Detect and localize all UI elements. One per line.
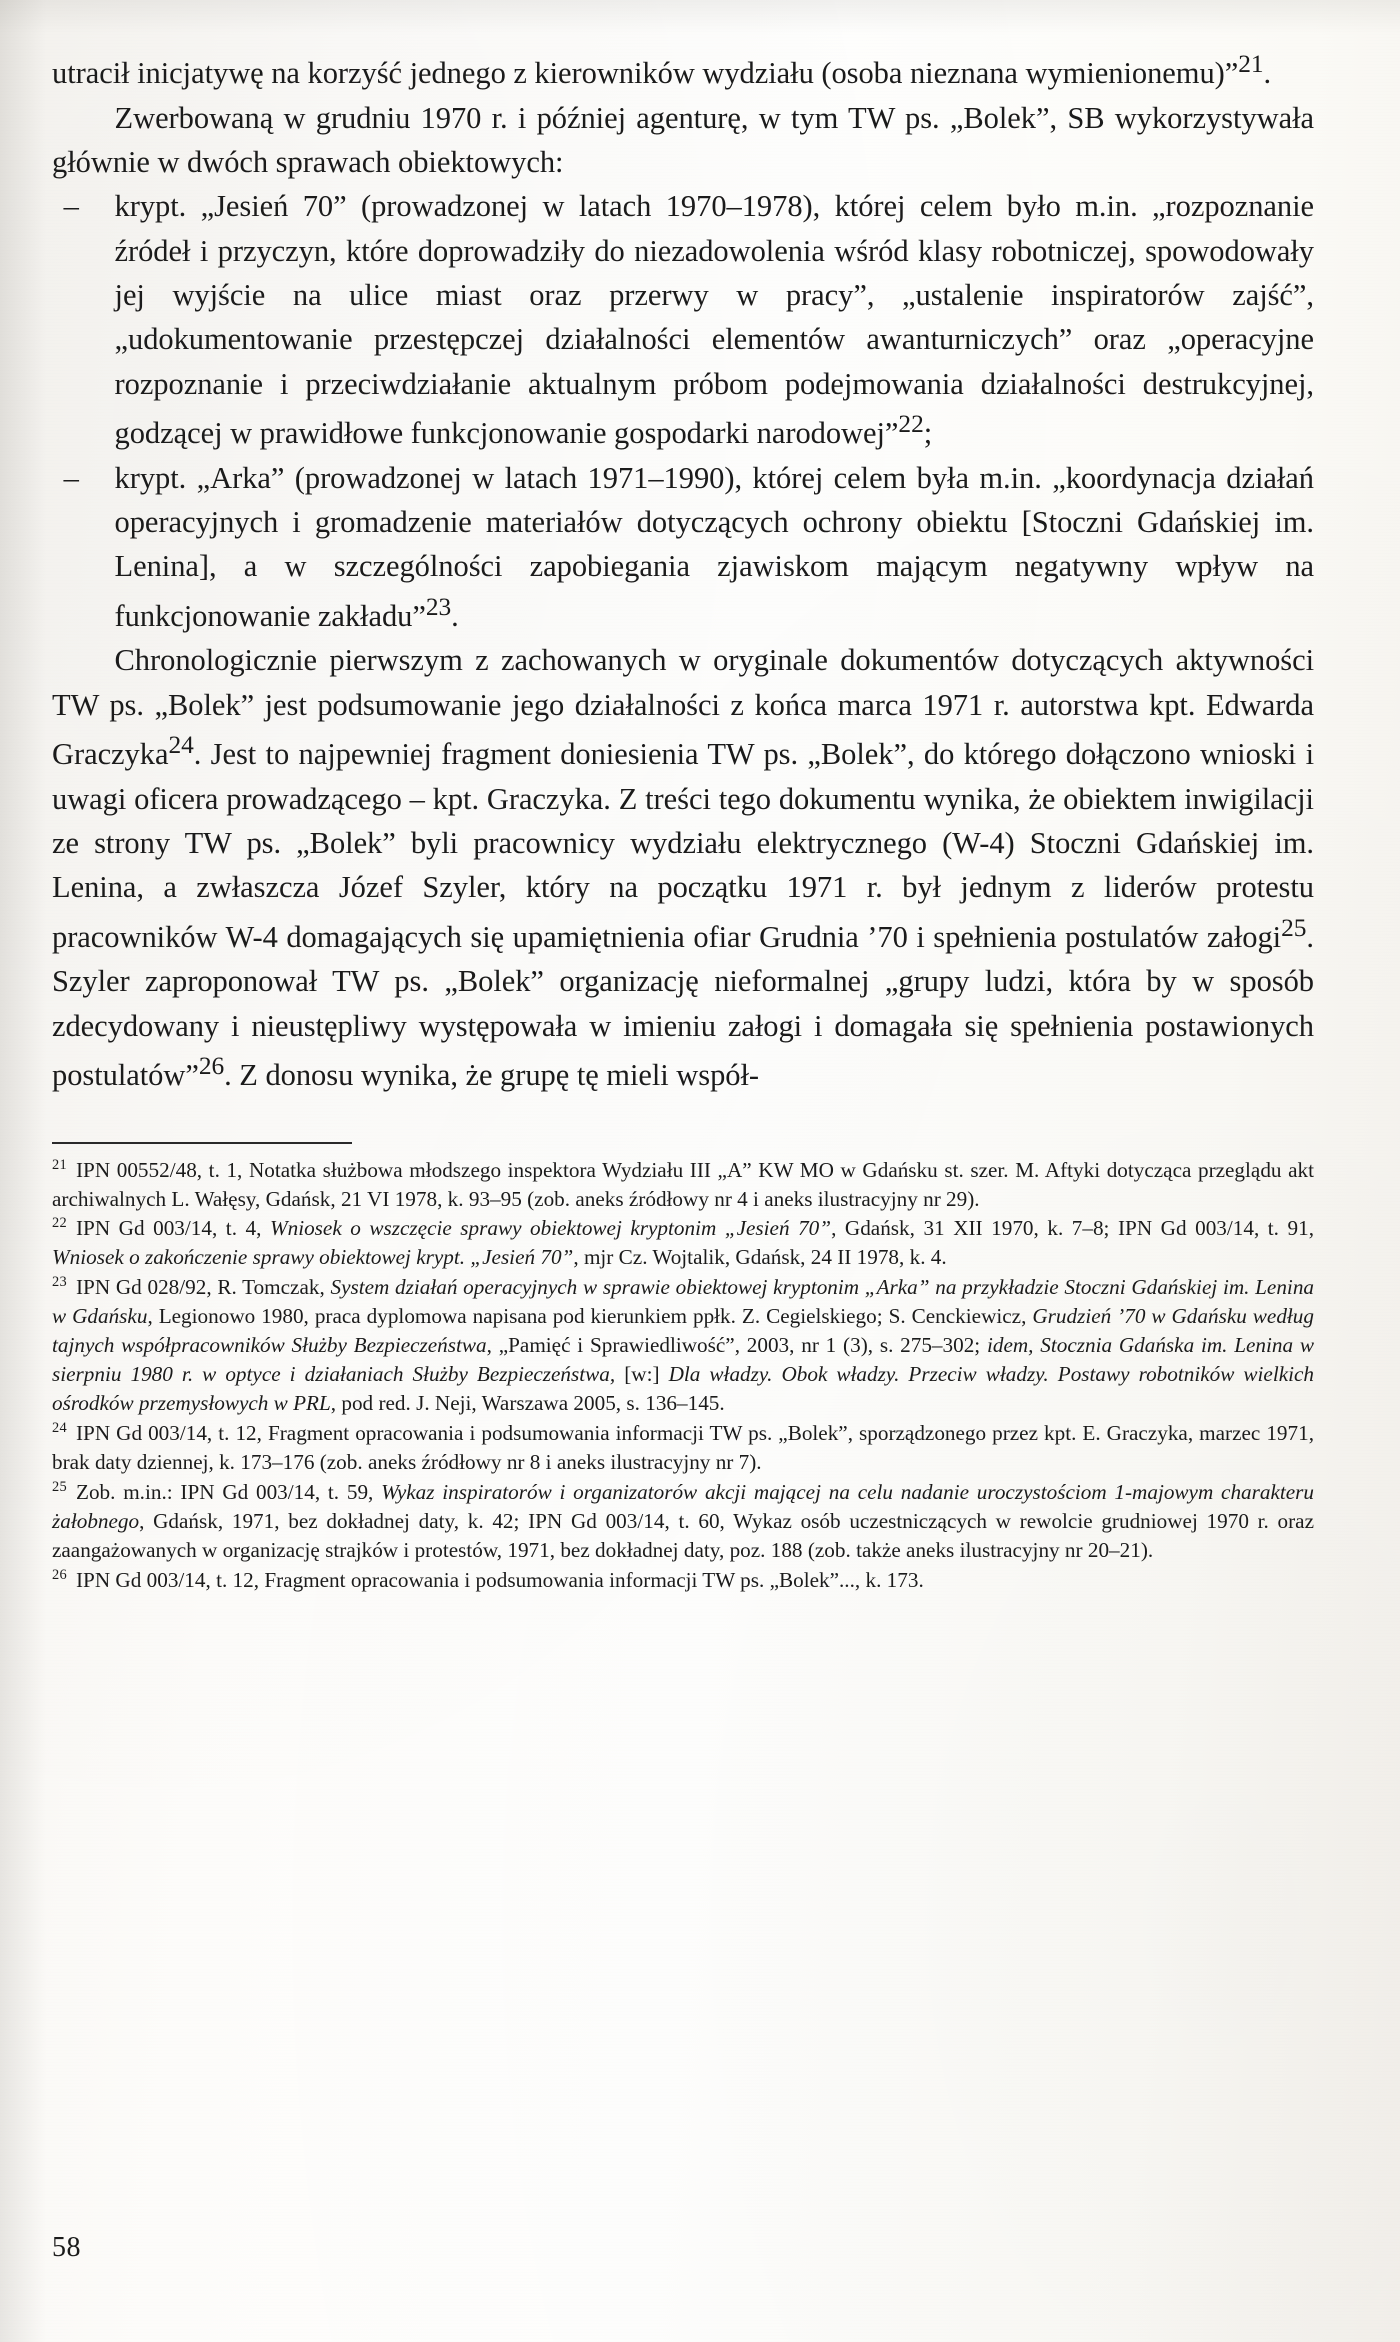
footnote-number: 22 — [52, 1215, 67, 1232]
footnote-number: 25 — [52, 1478, 67, 1495]
paragraph-chronologicznie — [52, 638, 1314, 1097]
list-item-tail: . — [451, 598, 459, 633]
footnote-ref-26[interactable]: 26 — [198, 1052, 225, 1081]
list-item-quote: „koordynacja działań operacyjnych i gromadzenie materiałów dotyczących ochrony obiektu [Stoczni Gdańskiej im. Lenina], a w szczególności zapobiegania zjawiskom mającym negatywny wpływ na funkcjonowanie zakładu” — [114, 460, 1314, 633]
list-item-jesien-70 — [52, 184, 1314, 455]
footnote-text: , Gdańsk, 1971, bez dokładnej daty, k. 42; IPN Gd 003/14, t. 60, Wykaz osób uczestniczących w rewolcie grudniowej 1970 r. oraz zaangażowanych w organizację strajków i protestów, 1971, bez dokładnej daty, poz. 188 (zob. także aneks ilustracyjny nr 20–21). — [52, 1508, 1314, 1562]
paragraph-segment-2: . Jest to najpewniej fragment doniesienia TW ps. „Bolek”, do którego dołączono wnioski i uwagi oficera prowadzącego – kpt. Graczyka. Z treści tego dokumentu wynika, że obiektem inwigilacji ze strony TW ps. „Bolek” byli pracownicy wydziału elektrycznego (W-4) Stoczni Gdańskiej im. Lenina, a zwłaszcza Józef Szyler, który na początku 1971 r. był jednym z liderów protestu pracowników W-4 domagających się upamiętnienia ofiar Grudnia ’70 i spełnienia postulatów załogi — [52, 737, 1314, 954]
footnote-separator-rule — [52, 1142, 352, 1144]
list-item-lead: krypt. „Arka” (prowadzonej w latach 1971–1990), której celem była m.in. — [114, 460, 1053, 495]
footnote-text: , pod red. J. Neji, Warszawa 2005, s. 136–145. — [330, 1391, 725, 1416]
footnote-24 — [52, 1419, 1314, 1477]
paragraph-zwerbowana — [52, 96, 1314, 185]
footnote-number: 23 — [52, 1274, 67, 1291]
body-text-block — [52, 46, 1314, 1098]
paragraph-tail: . — [1263, 56, 1272, 91]
footnote-number: 26 — [52, 1566, 67, 1583]
paragraph-segment-3: . Szyler zaproponował TW ps. „Bolek” organizację nieformalnej „grupy ludzi, która by w sposób zdecydowany i nieustępliwy występowała w imieniu załogi i domagała się spełnienia postawionych postulatów” — [52, 919, 1314, 1093]
footnote-26 — [52, 1566, 1314, 1595]
list-item-quote: „rozpoznanie źródeł i przyczyn, które doprowadziły do niezadowolenia wśród klasy robotniczej, spowodowały jej wyjście na ulice miast oraz przerwy w pracy”, „ustalenie inspiratorów zajść”, „udokumentowanie przestępczej działalności elementów awanturniczych” oraz „operacyjne rozpoznanie i przeciwdziałanie aktualnym próbom podejmowania działalności destrukcyjnej, godzącej w prawidłowe funkcjonowanie gospodarki narodowej” — [114, 189, 1314, 451]
paragraph-text: utracił inicjatywę na korzyść jednego z kierowników wydziału (osoba nieznana wymienionemu)” — [52, 56, 1239, 91]
footnote-title-italic: Dla władzy. Obok władzy. Przeciw władzy. Postawy robotników wielkich ośrodków przemysłowych w PRL — [52, 1362, 1314, 1416]
footnote-21 — [52, 1156, 1314, 1214]
list-item-body — [115, 189, 1314, 450]
footnote-23 — [52, 1273, 1314, 1418]
footnote-ref-24[interactable]: 24 — [168, 731, 194, 760]
list-item-body — [115, 461, 1314, 633]
footnote-title-italic: idem, Stocznia Gdańska im. Lenina w sierpniu 1980 r. w optyce i działaniach Służby Bezpieczeństwa, — [52, 1333, 1314, 1387]
footnote-text: [w:] — [615, 1362, 669, 1387]
paragraph-text: Zwerbowaną w grudniu 1970 r. i później agenturę, w tym TW ps. „Bolek”, SB wykorzystywała głównie w dwóch sprawach obiektowych: — [52, 100, 1314, 179]
footnote-ref-22[interactable]: 22 — [898, 410, 924, 439]
footnote-text: , „Pamięć i Sprawiedliwość”, 2003, nr 1 (3), s. 275–302; — [486, 1333, 987, 1358]
footnote-text: IPN Gd 003/14, t. 12, Fragment opracowania i podsumowania informacji TW ps. „Bolek”, sporządzonego przez kpt. E. Graczyka, marzec 1971, brak daty dziennej, k. 173–176 (zob. aneks źródłowy nr 8 i aneks ilustracyjny nr 7). — [52, 1421, 1314, 1474]
dash-bullet-icon: – — [63, 460, 79, 495]
footnote-25 — [52, 1478, 1314, 1565]
list-item-arka — [52, 456, 1314, 639]
footnote-text: IPN Gd 003/14, t. 4, — [76, 1216, 270, 1241]
list-item-lead: krypt. „Jesień 70” (prowadzonej w latach 1970–1978), której celem było m.in. — [114, 189, 1153, 224]
paragraph-segment-4: . Z donosu wynika, że grupę tę mieli współ- — [224, 1058, 760, 1093]
dash-bullet-icon: – — [63, 189, 79, 224]
footnote-ref-23[interactable]: 23 — [425, 592, 452, 621]
paragraph-segment-1: Chronologicznie pierwszym z zachowanych w oryginale dokumentów dotyczących aktywności TW ps. „Bolek” jest podsumowanie jego działalności z końca marca 1971 r. autorstwa kpt. Edwarda Graczyka — [52, 643, 1314, 772]
footnote-ref-21[interactable]: 21 — [1238, 50, 1264, 78]
footnote-number: 24 — [52, 1419, 67, 1436]
footnote-text: , Legionowo 1980, praca dyplomowa napisana pod kierunkiem ppłk. Z. Cegielskiego; S. Cenckiewicz, — [147, 1304, 1033, 1329]
scan-shadow-top — [0, 0, 1400, 34]
footnote-title-italic: Wykaz inspiratorów i organizatorów akcji mającej na celu nadanie uroczystościom 1-majowym charakteru żałobnego — [52, 1479, 1314, 1533]
list-item-tail: ; — [923, 416, 933, 451]
footnote-text: Zob. m.in.: IPN Gd 003/14, t. 59, — [76, 1479, 382, 1504]
page-content — [52, 46, 1314, 1596]
page-number: 58 — [52, 2232, 81, 2263]
footnote-list — [52, 1156, 1314, 1595]
footnote-22 — [52, 1214, 1314, 1272]
footnote-text: IPN Gd 028/92, R. Tomczak, — [76, 1275, 331, 1300]
footnote-title-italic: Wniosek o zakończenie sprawy obiektowej krypt. „Jesień 70” — [52, 1245, 574, 1270]
footnote-ref-25[interactable]: 25 — [1281, 913, 1307, 942]
scan-shadow-gutter — [0, 0, 46, 2342]
footnote-text: , mjr Cz. Wojtalik, Gdańsk, 24 II 1978, k. 4. — [573, 1245, 947, 1270]
footnote-text: IPN 00552/48, t. 1, Notatka służbowa młodszego inspektora Wydziału III „A” KW MO w Gdańsku st. szer. M. Aftyki dotycząca przeglądu akt archiwalnych L. Wałęsy, Gdańsk, 21 VI 1978, k. 93–95 (zob. aneks źródłowy nr 4 i aneks ilustracyjny nr 29). — [52, 1157, 1314, 1211]
paragraph-continuation — [52, 46, 1314, 96]
footnote-title-italic: Wniosek o wszczęcie sprawy obiektowej kryptonim „Jesień 70” — [269, 1216, 832, 1241]
footnote-text: , Gdańsk, 31 XII 1970, k. 7–8; IPN Gd 003/14, t. 91, — [831, 1216, 1314, 1241]
footnote-title-italic: System działań operacyjnych w sprawie obiektowej kryptonim „Arka” na przykładzie Stoczni Gdańskiej im. Lenina w Gdańsku — [52, 1275, 1315, 1329]
footnote-text: IPN Gd 003/14, t. 12, Fragment opracowania i podsumowania informacji TW ps. „Bolek”..., k. 173. — [76, 1567, 924, 1592]
footnote-number: 21 — [52, 1156, 67, 1173]
footnote-title-italic: Grudzień ’70 w Gdańsku według tajnych współpracowników Służby Bezpieczeństwa — [52, 1304, 1314, 1358]
